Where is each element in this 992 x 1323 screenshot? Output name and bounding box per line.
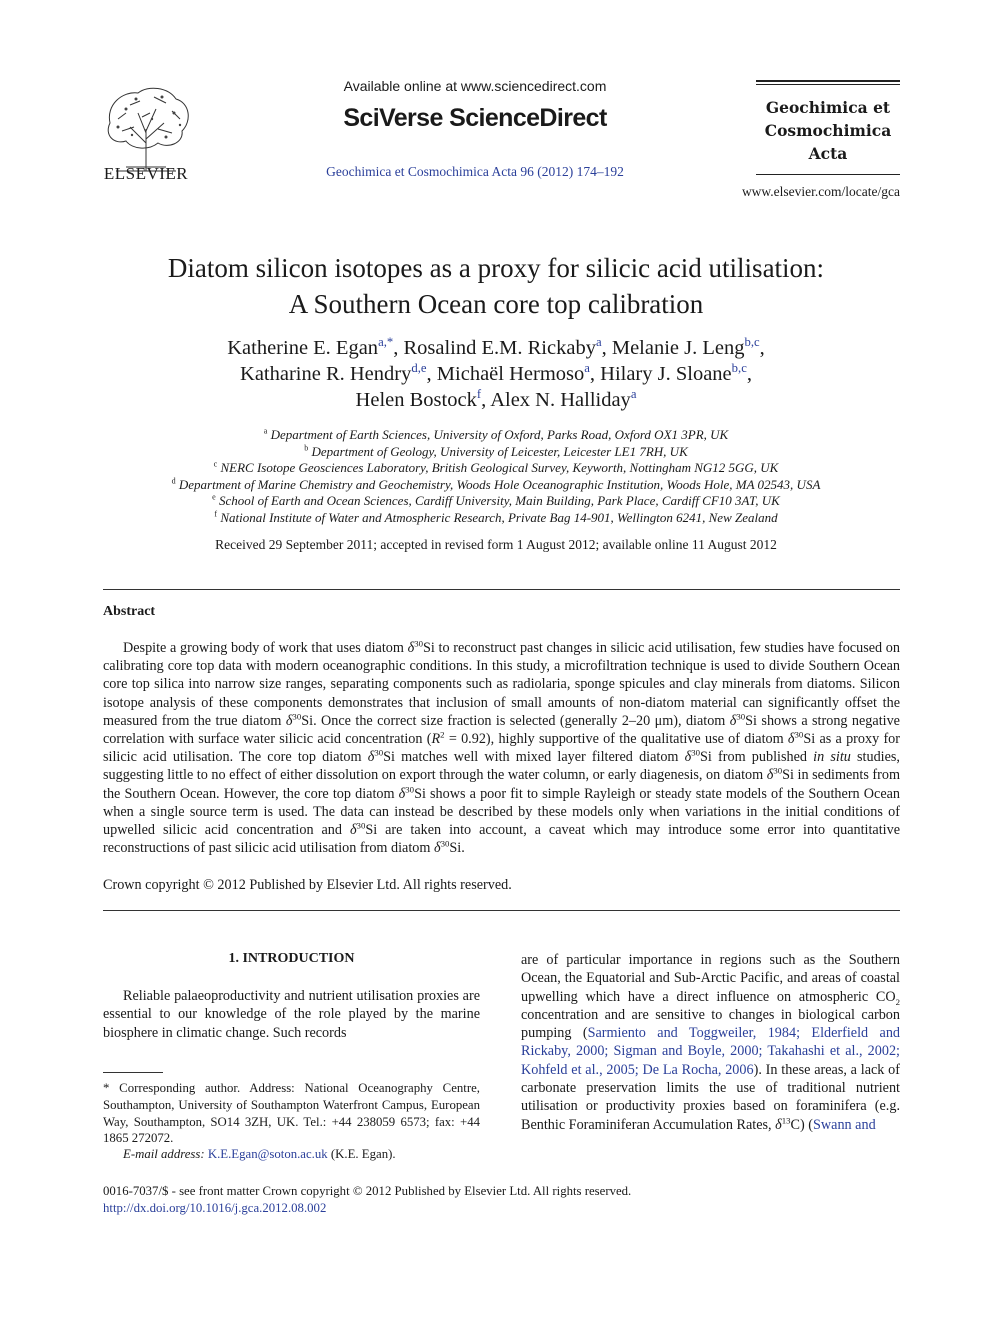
journal-title-box — [744, 96, 912, 165]
journal-title-rule-top — [756, 80, 900, 82]
isotope-element: Si — [301, 712, 314, 729]
author-affil-ref[interactable]: d,e — [411, 361, 427, 376]
abstract-text: matches well with mixed layer filtered diatom — [394, 749, 685, 766]
delta-symbol: δ — [787, 731, 795, 748]
author-line — [120, 335, 872, 361]
abstract-italic-text: in situ — [813, 749, 851, 766]
author-name: Katherine E. Egan — [227, 337, 379, 359]
available-online-note: Available online at www.sciencedirect.com — [343, 78, 607, 94]
delta-symbol: δ — [775, 1116, 782, 1133]
delta-symbol: δ — [766, 767, 774, 784]
author-affil-ref[interactable]: b,c — [731, 361, 747, 376]
isotope-mass: 30 — [440, 838, 450, 849]
issn-line: 0016-7037/$ - see front matter Crown copyright © 2012 Published by Elsevier Ltd. All rights reserved. — [103, 1184, 632, 1198]
title-line: A Southern Ocean core top calibration — [288, 289, 704, 319]
author-separator: , — [759, 337, 765, 359]
author-name: Alex N. Halliday — [490, 389, 631, 411]
author-name: Melanie J. Leng — [611, 337, 745, 359]
delta-symbol: δ — [407, 640, 415, 656]
journal-title-rule-top-thin — [756, 84, 900, 85]
affiliation-key: a — [263, 426, 268, 436]
body-text: are of particular importance in regions such as the Southern Ocean, the Equatorial and Sub-Arctic Pacific, and areas of coastal upwelling which have a direct influence on atmospheric CO — [521, 952, 900, 1005]
isotope-element: Si — [449, 840, 462, 857]
author-separator: , — [426, 363, 437, 385]
affiliation-key: f — [214, 509, 218, 519]
author-affil-ref[interactable]: a,* — [378, 335, 394, 350]
delta-symbol: δ — [398, 785, 406, 802]
abstract-body — [103, 639, 900, 857]
author-separator: , — [589, 363, 601, 385]
isotope-element: Si — [365, 822, 378, 839]
affiliation-text: NERC Isotope Geosciences Laboratory, British Geological Survey, Keyworth, Nottingham NG12 5GG, UK — [220, 460, 779, 476]
author-separator: , — [393, 337, 404, 359]
journal-title-line: Acta — [808, 144, 848, 163]
abstract-text: shows a strong negative correlation with surface water silicic acid concentration ( — [103, 712, 900, 748]
abstract-copyright: Crown copyright © 2012 Published by Elsevier Ltd. All rights reserved. — [103, 877, 512, 893]
delta-symbol: δ — [729, 712, 737, 729]
author-name: Helen Bostock — [355, 389, 477, 411]
co2-subscript: 2 — [895, 996, 900, 1007]
isotope-mass: 30 — [736, 711, 746, 722]
isotope-mass: 30 — [405, 783, 415, 794]
isotope-element: Si — [745, 712, 758, 729]
isotope-mass: 30 — [691, 747, 701, 758]
abstract-text: Despite a growing body of work that uses diatom — [123, 640, 408, 656]
email-link[interactable]: K.E.Egan@soton.ac.uk — [207, 1147, 328, 1161]
author-affil-ref[interactable]: b,c — [744, 335, 760, 350]
r-squared-symbol: R — [431, 731, 441, 748]
body-text: ). In these areas, a lack of carbonate preservation limits the use of traditional nutrient utilisation or productivity proxies based on foraminifera (e.g. Benthic Foraminiferan Accumulation Rates, — [521, 1061, 901, 1133]
abstract-text: studies, suggesting little to no effect of either dissolution on export through the water column, or early diagenesis, on diatom — [103, 749, 900, 784]
author-affil-ref[interactable]: a — [630, 387, 637, 402]
affiliation-text: Department of Marine Chemistry and Geochemistry, Woods Hole Oceanographic Institution, Woods Hole, MA 02543, USA — [178, 476, 821, 492]
section-heading-introduction: 1. INTRODUCTION — [228, 951, 355, 966]
affiliation-key: c — [213, 459, 218, 469]
affiliation — [100, 477, 892, 494]
isotope-element: C — [790, 1116, 801, 1133]
affiliation — [100, 427, 892, 444]
isotope-mass: 13 — [781, 1114, 791, 1125]
isotope-element: Si — [383, 749, 395, 766]
author-name: Michaël Hermoso — [436, 363, 585, 385]
author-affil-ref[interactable]: a — [584, 361, 590, 376]
isotope-mass: 30 — [794, 729, 804, 740]
author-list — [120, 335, 872, 413]
body-text: ) ( — [800, 1116, 814, 1133]
abstract-text: shows a poor fit to simple Rayleigh or steady state models of the Southern Ocean when a single source term is used. The data can instead be described by these models only when variations in the initial conditions of upwelled silicic acid concentration and — [103, 785, 901, 839]
footnote-email-line — [103, 1147, 480, 1162]
isotope-element: Si — [782, 767, 794, 784]
corresponding-author-footnote — [103, 1080, 480, 1147]
affiliation — [100, 510, 892, 527]
author-name: Rosalind E.M. Rickaby — [403, 337, 596, 359]
elsevier-wordmark: ELSEVIER — [103, 164, 189, 183]
abstract-text: are taken into account, a caveat which may introduce some error into quantitative reconstructions of past silicic acid utilisation from diatom — [103, 822, 900, 857]
email-owner: (K.E. Egan). — [330, 1147, 396, 1161]
affiliation-key: d — [171, 476, 176, 486]
journal-title-line: Cosmochimica — [764, 121, 892, 140]
delta-symbol: δ — [433, 840, 441, 857]
affiliation-text: Department of Earth Sciences, University of Oxford, Parks Road, Oxford OX1 3PR, UK — [270, 427, 729, 442]
affiliation — [100, 444, 892, 461]
introduction-paragraph: Reliable palaeoproductivity and nutrient utilisation proxies are essential to our knowledge of the role played by the marine biosphere in climatic change. Such records — [103, 988, 480, 1041]
affiliation-text: School of Earth and Ocean Sciences, Cardiff University, Main Building, Park Place, Cardiff CF10 3AT, UK — [218, 493, 780, 509]
footnote-marker: * — [103, 1081, 110, 1095]
r-squared-exponent: 2 — [440, 729, 445, 740]
journal-title-rule-bottom — [756, 174, 900, 175]
delta-symbol: δ — [684, 749, 692, 766]
author-affil-ref[interactable]: a — [595, 335, 602, 350]
abstract-heading: Abstract — [103, 604, 156, 619]
footnote-text: Corresponding author. Address: National Oceanography Centre, Southampton, University of Southampton Waterfront Campus, European Way, Southampton, SO14 3ZH, UK. Tel.: +44 238059 6573; fax: +44 1865 272072. — [103, 1081, 480, 1146]
author-name: Katharine R. Hendry — [240, 363, 412, 385]
citation-links[interactable]: Sarmiento and Toggweiler, 1984; Elderfield and Rickaby, 2000; Sigman and Boyle, 2000; Takahashi et al., 2002; Kohfeld et al., 2005; De La Rocha, 2006 — [521, 1025, 901, 1078]
sciencedirect-brand: SciVerse ScienceDirect — [343, 104, 607, 132]
isotope-mass: 30 — [374, 747, 384, 758]
affiliation-key: b — [304, 443, 309, 453]
isotope-element: Si — [414, 785, 426, 802]
abstract-text: from published — [711, 749, 814, 766]
delta-symbol: δ — [349, 822, 357, 839]
affiliation-key: e — [212, 493, 216, 503]
title-line: Diatom silicon isotopes as a proxy for silicic acid utilisation: — [167, 253, 825, 283]
affiliation — [100, 493, 892, 510]
abstract-text: . — [461, 840, 465, 857]
affiliation-text: National Institute of Water and Atmospheric Research, Private Bag 14-901, Wellington 6241, New Zealand — [220, 509, 778, 525]
isotope-mass: 30 — [414, 638, 423, 649]
isotope-element: Si — [803, 731, 816, 748]
article-title — [80, 250, 912, 322]
author-line — [120, 361, 872, 387]
footnote-rule — [103, 1072, 163, 1073]
abstract-text: . Once the correct size fraction is selected (generally 2–20 μm), diatom — [313, 712, 730, 729]
author-separator: , — [481, 389, 491, 411]
journal-url[interactable]: www.elsevier.com/locate/gca — [741, 184, 900, 199]
abstract-bottom-rule — [103, 910, 900, 911]
delta-symbol: δ — [285, 712, 293, 729]
author-separator: , — [601, 337, 612, 359]
affiliation-text: Department of Geology, University of Leicester, Leicester LE1 7RH, UK — [311, 443, 688, 459]
isotope-mass: 30 — [773, 765, 783, 776]
article-history-dates: Received 29 September 2011; accepted in revised form 1 August 2012; available online 11 August 2012 — [215, 537, 777, 552]
abstract-top-rule — [103, 589, 900, 590]
abstract-text: = 0.92), highly supportive of the qualitative use of diatom — [444, 731, 788, 748]
citation-link[interactable]: Swann and — [813, 1116, 876, 1133]
email-label: E-mail address: — [123, 1147, 205, 1161]
introduction-right-column — [521, 951, 900, 1134]
affiliation — [100, 460, 892, 477]
doi-link[interactable]: http://dx.doi.org/10.1016/j.gca.2012.08.002 — [103, 1201, 327, 1215]
abstract-text: to reconstruct past changes in silicic acid utilisation, few studies have focused on calibrating core top data with modern oceanographic conditions. In this study, a microfiltration technique is used to divide Southern Ocean core top silica into narrow size ranges, separating components such as radiolaria, sponge spicules and clay minerals from diatoms. Silicon isotope analysis of these components demonstrates that inclusion of small amounts of non-diatom material can significantly offset the measured from the true diatom — [103, 640, 900, 729]
author-separator: , — [746, 363, 752, 385]
affiliations — [100, 427, 892, 527]
journal-title-line: Geochimica et — [765, 98, 891, 117]
author-line — [120, 387, 872, 413]
delta-symbol: δ — [367, 749, 375, 766]
isotope-element: Si — [700, 749, 712, 766]
abstract-text: in sediments from the Southern Ocean. However, the core top diatom — [103, 767, 900, 802]
author-affil-ref[interactable]: f — [476, 387, 482, 402]
author-name: Hilary J. Sloane — [600, 363, 732, 385]
journal-citation-link[interactable]: Geochimica et Cosmochimica Acta 96 (2012) 174–192 — [326, 164, 624, 179]
isotope-element: Si — [422, 640, 435, 656]
body-text: concentration and are sensitive to changes in biological carbon pumping ( — [521, 1006, 900, 1042]
isotope-mass: 30 — [292, 711, 302, 722]
isotope-mass: 30 — [356, 820, 366, 831]
abstract-text: as a proxy for silicic acid utilisation. The core top diatom — [103, 731, 901, 766]
